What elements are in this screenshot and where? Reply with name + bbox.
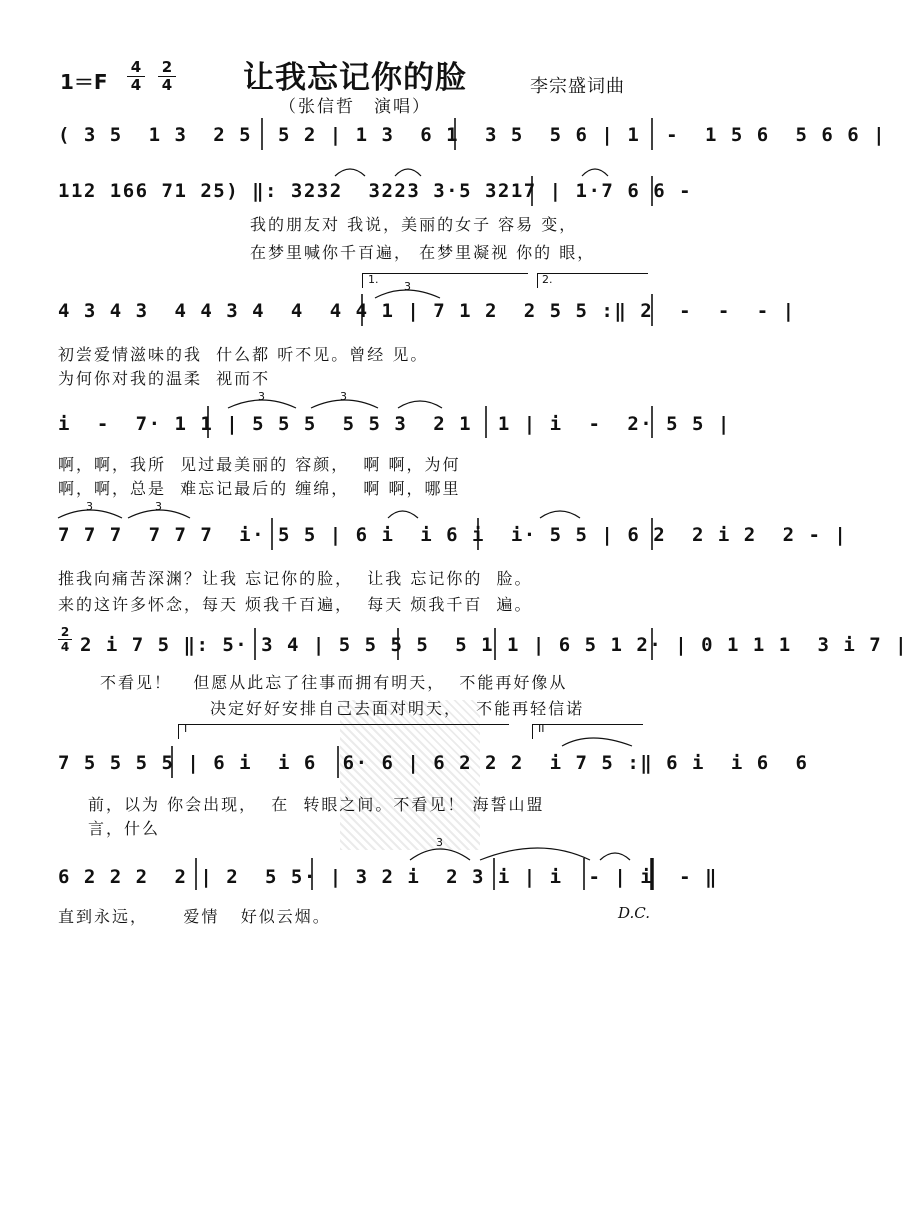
svg-text:3: 3 xyxy=(155,500,162,513)
time-signature-2-4-change: 2 4 xyxy=(58,626,72,653)
key-signature: 1＝F xyxy=(60,70,108,94)
performer: （张信哲 演唱） xyxy=(279,97,431,117)
song-title: 让我忘记你的脸 xyxy=(243,60,467,96)
svg-text:3: 3 xyxy=(404,280,411,293)
svg-text:3: 3 xyxy=(340,390,347,403)
dc-marking: D.C. xyxy=(618,904,650,922)
lyric-row-5-verse-1: 推我向痛苦深渊？让我 忘记你的脸， 让我 忘记你的 脸。 xyxy=(58,569,533,588)
time-signature-2-4: 2 4 xyxy=(158,60,176,93)
volta-1-label: 1. xyxy=(368,273,379,286)
volta-2-label: 2. xyxy=(542,273,553,286)
lyric-row-6-verse-1: 不看见！ 但愿从此忘了往事而拥有明天， 不能再好像从 xyxy=(100,673,568,692)
notes-row-4: i - 7· 1 1 | 5 5 5 5 5 3 2 1 1 | i - 2· 5 5 | xyxy=(58,413,731,435)
notes-row-1: ( 3 5 1 3 2 5 5 2 | 1 3 6 1 3 5 5 6 | 1 - 1 5 6 5 6 6 | xyxy=(58,124,887,146)
lyric-row-3-verse-1: 初尝爱情滋味的我 什么都 听不见。曾经 见。 xyxy=(58,345,429,364)
notes-row-7: 7 5 5 5 5 | 6 i i 6 6· 6 | 6 2 2 2 i 7 5 :‖ 6 i i 6 6 xyxy=(58,752,809,774)
lyric-row-4-verse-2: 啊，啊，总是 难忘记最后的 缠绵， 啊 啊，哪里 xyxy=(58,479,461,498)
notes-row-2: 112 166 71 25) ‖: 3232 3223 3·5 3217 | 1·7 6 6 - xyxy=(58,180,693,202)
notes-row-3: 4 3 4 3 4 4 3 4 4 4 4 1 | 7 1 2 2 5 5 :‖ 2 - - - | xyxy=(58,300,796,322)
lyric-row-2-verse-1: 我的朋友对 我说，美丽的女子 容易 变， xyxy=(250,215,578,234)
lyric-row-8: 直到永远， 爱情 好似云烟。 xyxy=(58,907,331,926)
svg-text:3: 3 xyxy=(436,836,443,849)
lyric-row-7-verse-2: 言，什么 xyxy=(88,819,161,838)
notes-row-6: 2 i 7 5 ‖: 5· 3 4 | 5 5 5 5 5 1 1 | 6 5 1 2· | 0 1 1 1 3 i 7 | xyxy=(80,634,908,656)
credit: 李宗盛词曲 xyxy=(530,76,625,97)
lyric-row-2-verse-2: 在梦里喊你千百遍， 在梦里凝视 你的 眼， xyxy=(250,243,596,262)
notes-row-8: 6 2 2 2 2 | 2 5 5· | 3 2 i 2 3 i | i - | i - ‖ xyxy=(58,866,718,888)
notes-row-5: 7 7 7 7 7 7 i· 5 5 | 6 i i 6 i i· 5 5 | 6 2 2 i 2 2 - | xyxy=(58,524,848,546)
lyric-row-4-verse-1: 啊，啊，我所 见过最美丽的 容颜， 啊 啊，为何 xyxy=(58,455,461,474)
volta-II-label: II xyxy=(538,722,545,735)
lyric-row-3-verse-2: 为何你对我的温柔 视而不 xyxy=(58,369,271,388)
volta-I-label: I xyxy=(184,722,188,735)
lyric-row-7-verse-1: 前，以为 你会出现， 在 转眼之间。不看见！ 海誓山盟 xyxy=(88,795,545,814)
lyric-row-5-verse-2: 来的这许多怀念，每天 烦我千百遍， 每天 烦我千百 遍。 xyxy=(58,595,533,614)
svg-text:3: 3 xyxy=(258,390,265,403)
time-signature-4-4: 4 4 xyxy=(127,60,145,93)
lyric-row-6-verse-2: 决定好好安排自己去面对明天， 不能再轻信诺 xyxy=(210,699,585,718)
svg-text:3: 3 xyxy=(86,500,93,513)
